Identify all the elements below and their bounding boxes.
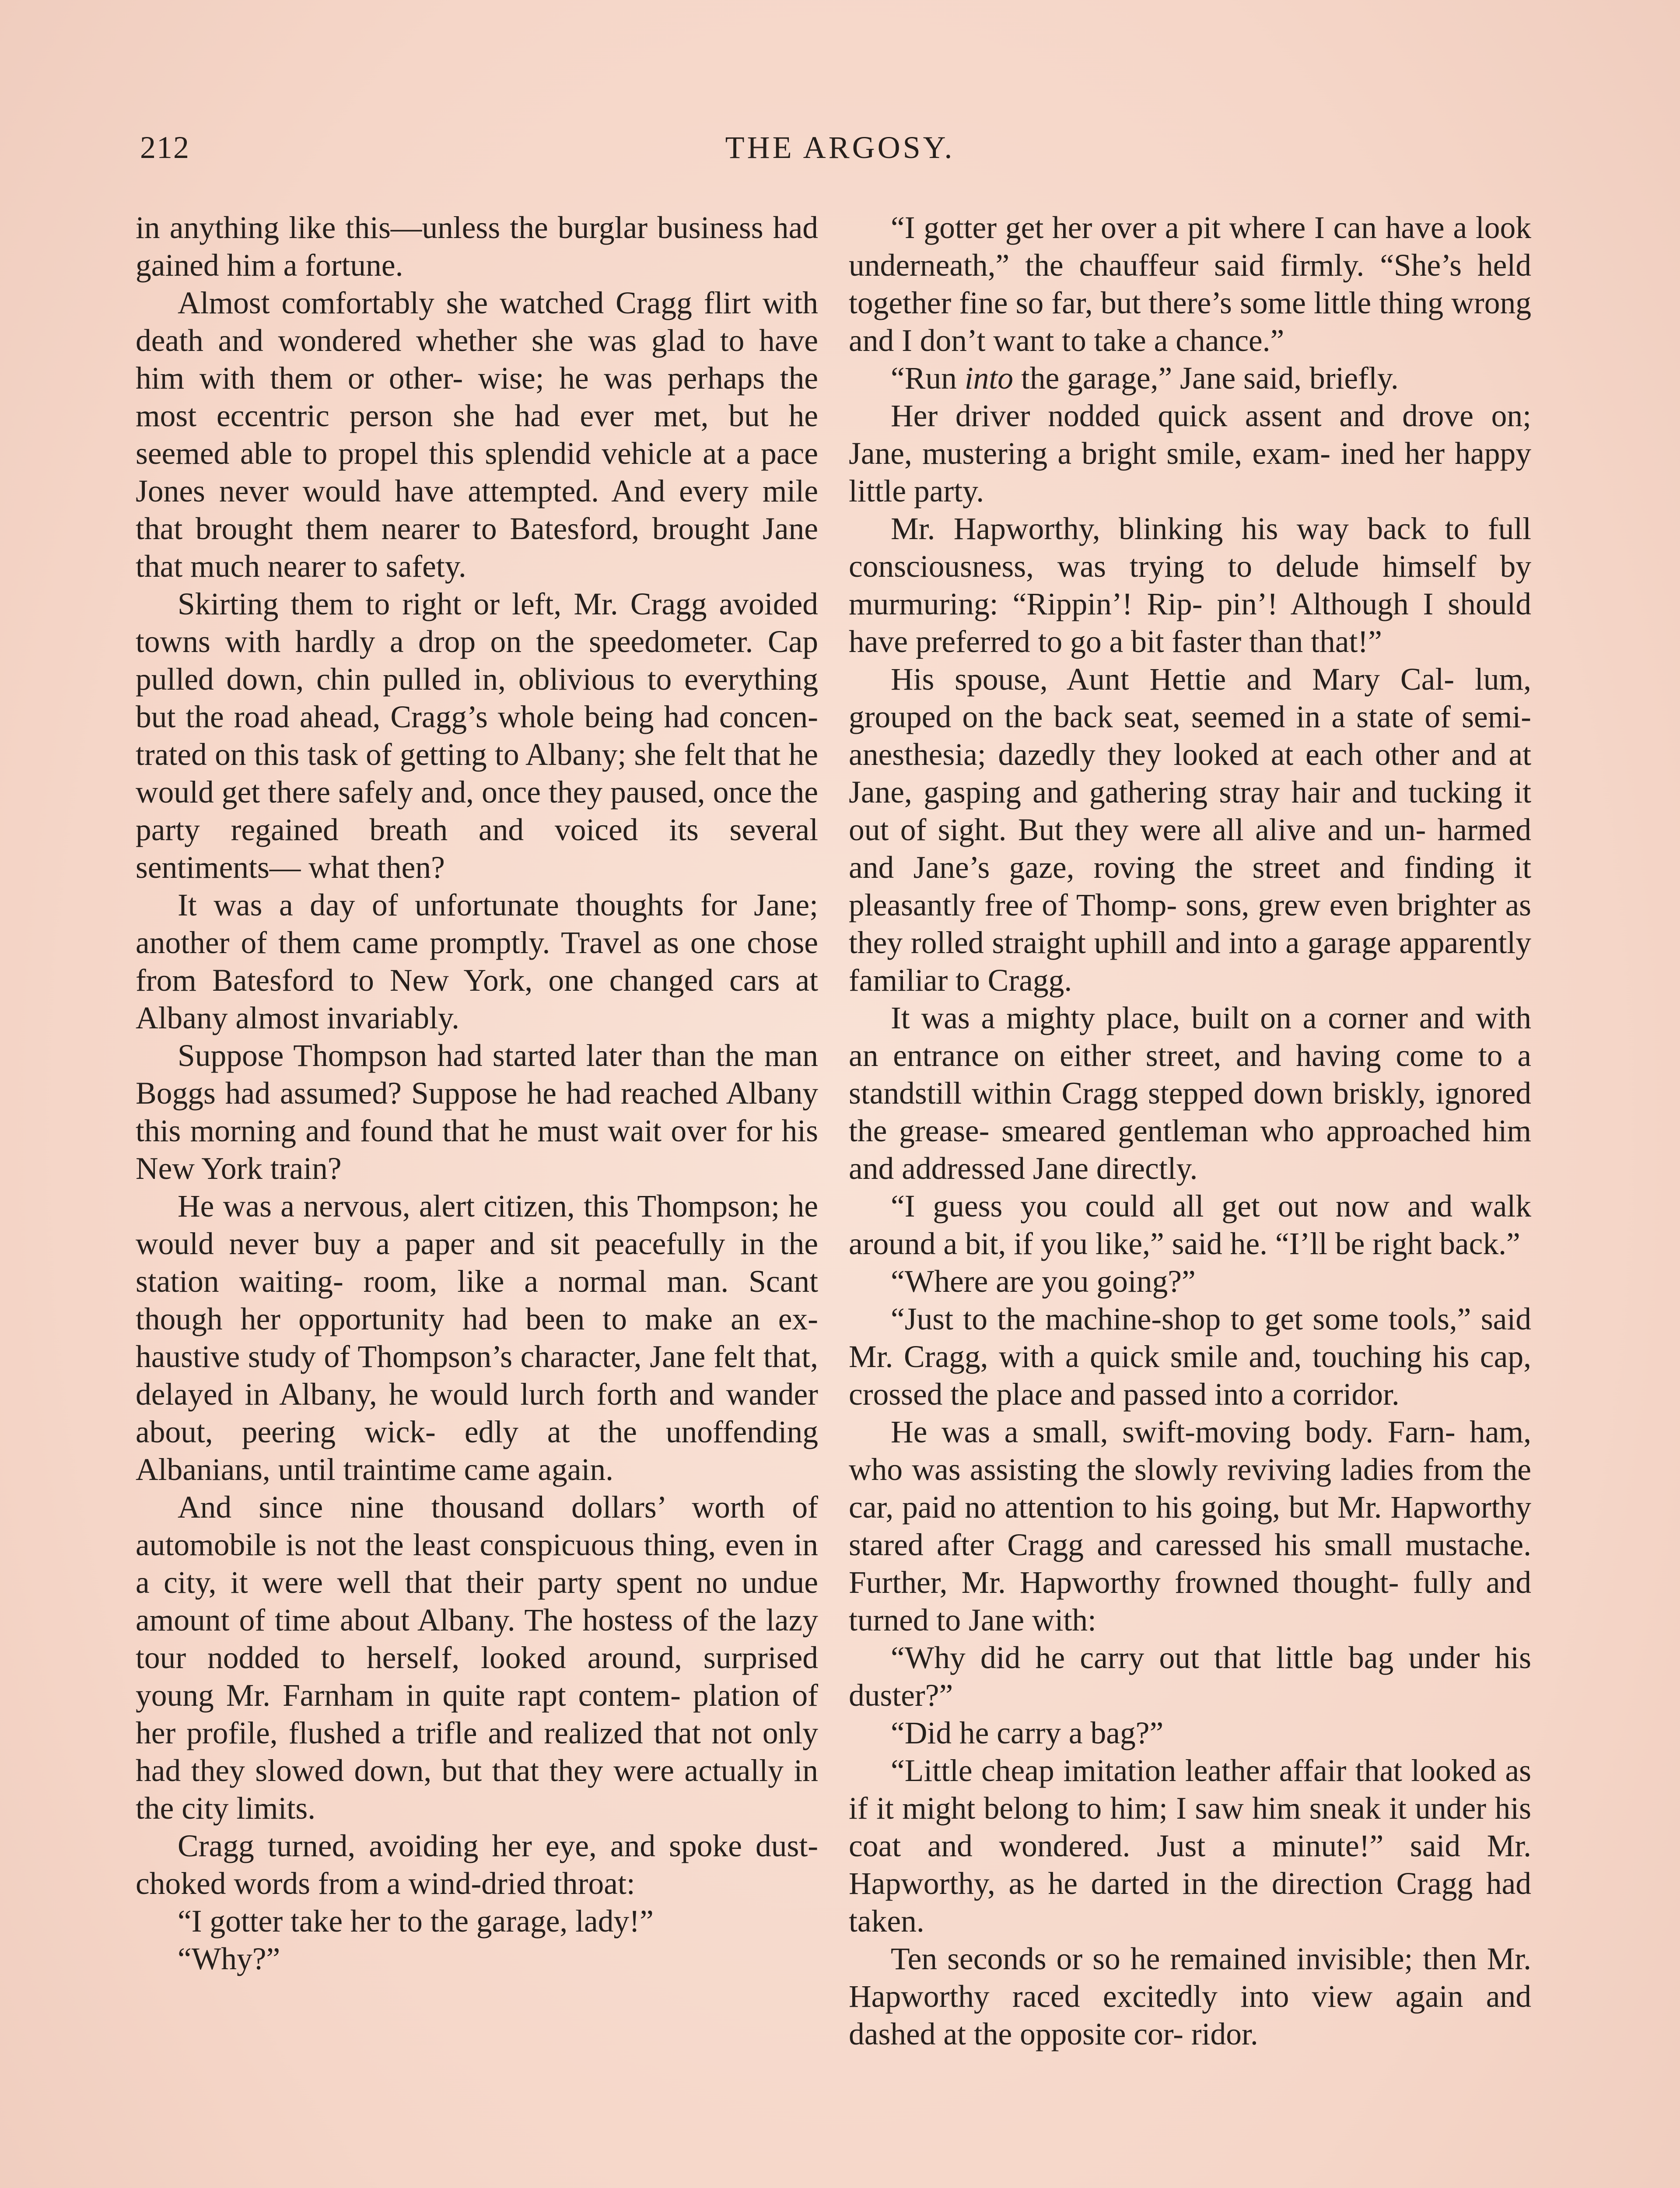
paragraph: Almost comfortably she watched Cragg flirt with death and wondered whether she was glad to have him with them or other- wise; he was perhaps the most eccentric person she had ever met, but he seemed able to propel this splendid vehicle at a pace Jones never would have attempted. And every mile that brought them nearer to Batesford, brought Jane that much nearer to safety. [136,286,818,584]
paragraph-text: “Run [891,361,965,396]
paragraph: It was a mighty place, built on a corner and with an entrance on either street, and having come to a standstill within Cragg stepped down briskly, ignored the grease- smeared gentleman who approached him and addressed Jane directly. [849,1001,1531,1186]
paragraph: “Where are you going?” [891,1264,1196,1299]
left-column [136,209,818,1978]
paragraph: Ten seconds or so he remained invisible; then Mr. Hapworthy raced excitedly into view again and dashed at the opposite cor- ridor. [849,1942,1531,2051]
paragraph: Skirting them to right or left, Mr. Cragg avoided towns with hardly a drop on the speedometer. Cap pulled down, chin pulled in, oblivious to everything but the road ahead, Cragg’s whole being had concen- trated on this task of getting to Albany; she felt that he would get there safely and, once they paused, once the party regained breath and voiced its several sentiments— what then? [136,587,818,885]
running-head: THE ARGOSY. [725,130,955,165]
paragraph: Mr. Hapworthy, blinking his way back to full consciousness, was trying to delude himself by murmuring: “Rippin’! Rip- pin’! Although I should have preferred to go a bit faster than that!” [849,512,1531,659]
right-column [849,209,1531,2053]
paragraph: It was a day of unfortunate thoughts for Jane; another of them came promptly. Travel as one chose from Batesford to New York, one changed cars at Albany almost invariably. [136,888,818,1035]
paragraph: “Just to the machine-shop to get some tools,” said Mr. Cragg, with a quick smile and, touching his cap, crossed the place and passed into a corridor. [849,1302,1531,1412]
paragraph: Cragg turned, avoiding her eye, and spoke dust-choked words from a wind-dried throat: [136,1829,818,1901]
paragraph: “I gotter get her over a pit where I can have a look underneath,” the chauffeur said firmly. “She’s held together fine so far, but there’s some little thing wrong and I don’t want to take a chance.” [849,210,1531,358]
paragraph: in anything like this—unless the burglar business had gained him a fortune. [136,210,818,283]
paragraph: “I guess you could all get out now and walk around a bit, if you like,” said he. “I’ll be right back.” [849,1189,1531,1261]
page-number: 212 [140,130,190,165]
paragraph: He was a nervous, alert citizen, this Thompson; he would never buy a paper and sit peacefully in the station waiting- room, like a normal man. Scant though her opportunity had been to make an ex- haustive study of Thompson’s character, Jane felt that, delayed in Albany, he would lurch forth and wander about, peering wick- edly at the unoffending Albanians, until traintime came again. [136,1189,818,1487]
page-header [131,130,1549,178]
paragraph: His spouse, Aunt Hettie and Mary Cal- lum, grouped on the back seat, seemed in a state of semi-anesthesia; dazedly they looked at each other and at Jane, gasping and gathering stray hair and tucking it out of sight. But they were all alive and un- harmed and Jane’s gaze, roving the street and finding it pleasantly free of Thomp- sons, grew even brighter as they rolled straight uphill and into a garage apparently familiar to Cragg. [849,662,1531,998]
paragraph-text: the garage,” Jane said, briefly. [1013,361,1399,396]
paragraph: “Did he carry a bag?” [891,1716,1164,1750]
paragraph: Suppose Thompson had started later than the man Boggs had assumed? Suppose he had reached Albany this morning and found that he must wait over for his New York train? [136,1038,818,1186]
paragraph: He was a small, swift-moving body. Farn- ham, who was assisting the slowly reviving ladies from the car, paid no attention to his going, but Mr. Hapworthy stared after Cragg and caressed his small mustache. Further, Mr. Hapworthy frowned thought- fully and turned to Jane with: [849,1415,1531,1637]
paragraph: Her driver nodded quick assent and drove on; Jane, mustering a bright smile, exam- ined her happy little party. [849,399,1531,508]
emphasis-text: into [964,361,1014,396]
paragraph: And since nine thousand dollars’ worth of automobile is not the least conspicuous thing, even in a city, it were well that their party spent no undue amount of time about Albany. The hostess of the lazy tour nodded to herself, looked around, surprised young Mr. Farnham in quite rapt contem- plation of her profile, flushed a trifle and realized that not only had they slowed down, but that they were actually in the city limits. [136,1490,818,1826]
paragraph: “Why?” [178,1942,280,1976]
paragraph: “I gotter take her to the garage, lady!” [178,1904,654,1939]
paragraph [849,360,1531,397]
paragraph: “Why did he carry out that little bag under his duster?” [849,1641,1531,1713]
paragraph: “Little cheap imitation leather affair that looked as if it might belong to him; I saw him sneak it under his coat and wondered. Just a minute!” said Mr. Hapworthy, as he darted in the direction Cragg had taken. [849,1753,1531,1939]
